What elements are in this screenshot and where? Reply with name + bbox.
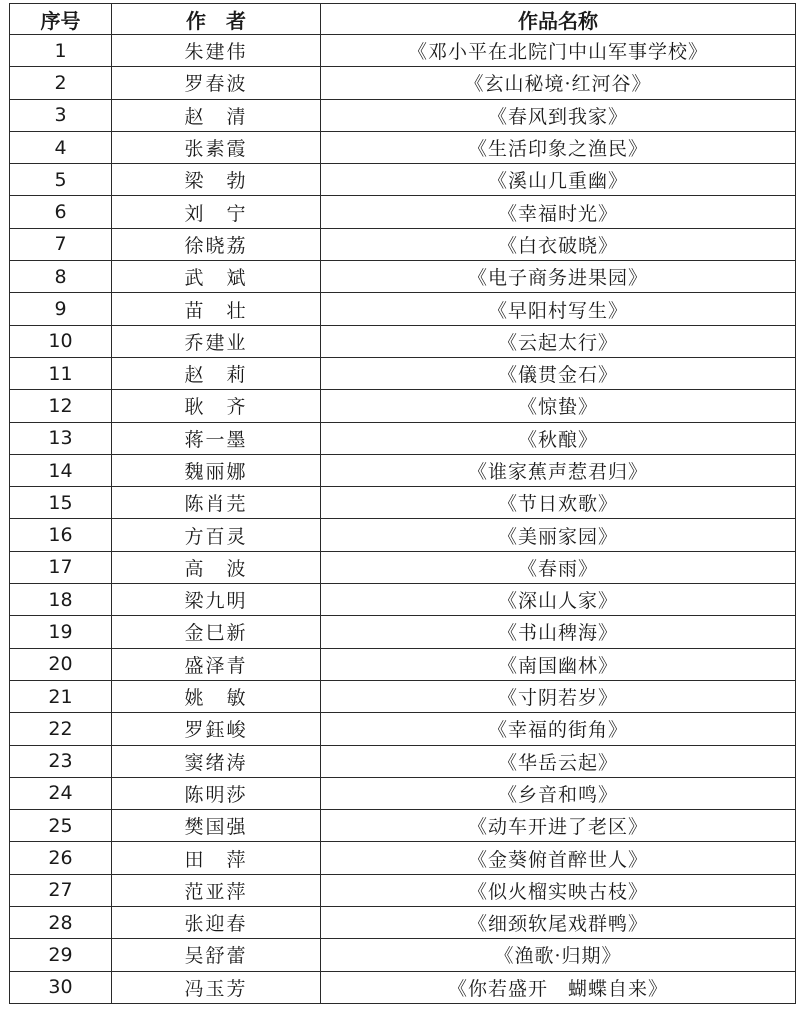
cell-work-title: 《动车开进了老区》 <box>321 810 796 842</box>
cell-serial-number: 1 <box>10 35 112 67</box>
cell-serial-number: 19 <box>10 616 112 648</box>
cell-serial-number: 13 <box>10 422 112 454</box>
cell-author: 乔建业 <box>112 325 321 357</box>
table-row <box>10 616 796 648</box>
cell-work-title: 《春风到我家》 <box>321 99 796 131</box>
cell-work-title: 《南国幽林》 <box>321 648 796 680</box>
cell-work-title: 《渔歌·归期》 <box>321 939 796 971</box>
cell-work-title: 《邓小平在北院门中山军事学校》 <box>321 35 796 67</box>
cell-author: 朱建伟 <box>112 35 321 67</box>
cell-work-title: 《幸福时光》 <box>321 196 796 228</box>
cell-work-title: 《乡音和鸣》 <box>321 777 796 809</box>
cell-work-title: 《早阳村写生》 <box>321 293 796 325</box>
cell-work-title: 《云起太行》 <box>321 325 796 357</box>
cell-author: 蒋一墨 <box>112 422 321 454</box>
cell-serial-number: 16 <box>10 519 112 551</box>
table-row <box>10 971 796 1003</box>
cell-author: 徐晓荔 <box>112 228 321 260</box>
cell-author: 冯玉芳 <box>112 971 321 1003</box>
table-row <box>10 131 796 163</box>
cell-work-title: 《寸阴若岁》 <box>321 680 796 712</box>
table-row <box>10 454 796 486</box>
table-header <box>10 4 796 35</box>
header-row <box>10 4 796 35</box>
cell-serial-number: 22 <box>10 713 112 745</box>
table-row <box>10 874 796 906</box>
cell-serial-number: 4 <box>10 131 112 163</box>
cell-serial-number: 11 <box>10 357 112 389</box>
cell-author: 苗 壮 <box>112 293 321 325</box>
cell-author: 樊国强 <box>112 810 321 842</box>
cell-work-title: 《美丽家园》 <box>321 519 796 551</box>
table-row <box>10 842 796 874</box>
table-row <box>10 164 796 196</box>
cell-serial-number: 21 <box>10 680 112 712</box>
header-work-title: 作品名称 <box>321 4 796 35</box>
cell-author: 吴舒蕾 <box>112 939 321 971</box>
cell-author: 范亚萍 <box>112 874 321 906</box>
table-row <box>10 745 796 777</box>
table-row <box>10 293 796 325</box>
cell-work-title: 《细颈软尾戏群鸭》 <box>321 907 796 939</box>
cell-serial-number: 2 <box>10 67 112 99</box>
table-row <box>10 487 796 519</box>
cell-serial-number: 25 <box>10 810 112 842</box>
header-author: 作 者 <box>112 4 321 35</box>
cell-author: 梁 勃 <box>112 164 321 196</box>
cell-serial-number: 30 <box>10 971 112 1003</box>
cell-work-title: 《春雨》 <box>321 551 796 583</box>
cell-work-title: 《幸福的街角》 <box>321 713 796 745</box>
cell-serial-number: 17 <box>10 551 112 583</box>
table-row <box>10 422 796 454</box>
table-row <box>10 390 796 422</box>
cell-work-title: 《秋酿》 <box>321 422 796 454</box>
cell-work-title: 《书山稗海》 <box>321 616 796 648</box>
cell-work-title: 《深山人家》 <box>321 584 796 616</box>
cell-work-title: 《节日欢歌》 <box>321 487 796 519</box>
cell-author: 赵 清 <box>112 99 321 131</box>
cell-serial-number: 10 <box>10 325 112 357</box>
cell-work-title: 《似火榴实映古枝》 <box>321 874 796 906</box>
cell-work-title: 《玄山秘境·红河谷》 <box>321 67 796 99</box>
table-row <box>10 99 796 131</box>
cell-author: 高 波 <box>112 551 321 583</box>
cell-author: 武 斌 <box>112 261 321 293</box>
cell-serial-number: 29 <box>10 939 112 971</box>
cell-serial-number: 26 <box>10 842 112 874</box>
table-row <box>10 680 796 712</box>
cell-author: 方百灵 <box>112 519 321 551</box>
cell-serial-number: 20 <box>10 648 112 680</box>
cell-author: 陈肖芫 <box>112 487 321 519</box>
cell-work-title: 《华岳云起》 <box>321 745 796 777</box>
table-row <box>10 357 796 389</box>
header-serial-number: 序号 <box>10 4 112 35</box>
cell-work-title: 《金葵俯首醉世人》 <box>321 842 796 874</box>
cell-author: 张迎春 <box>112 907 321 939</box>
cell-work-title: 《生活印象之渔民》 <box>321 131 796 163</box>
cell-work-title: 《电子商务进果园》 <box>321 261 796 293</box>
cell-author: 罗鈺峻 <box>112 713 321 745</box>
cell-serial-number: 6 <box>10 196 112 228</box>
cell-serial-number: 12 <box>10 390 112 422</box>
cell-serial-number: 28 <box>10 907 112 939</box>
table-body <box>10 35 796 1004</box>
cell-work-title: 《溪山几重幽》 <box>321 164 796 196</box>
cell-serial-number: 3 <box>10 99 112 131</box>
cell-serial-number: 9 <box>10 293 112 325</box>
table-row <box>10 35 796 67</box>
cell-serial-number: 8 <box>10 261 112 293</box>
table-row <box>10 907 796 939</box>
table-row <box>10 519 796 551</box>
cell-serial-number: 24 <box>10 777 112 809</box>
cell-author: 耿 齐 <box>112 390 321 422</box>
table-row <box>10 939 796 971</box>
table-row <box>10 325 796 357</box>
cell-serial-number: 5 <box>10 164 112 196</box>
table-row <box>10 713 796 745</box>
cell-author: 魏丽娜 <box>112 454 321 486</box>
table-row <box>10 196 796 228</box>
table-row <box>10 777 796 809</box>
table-row <box>10 810 796 842</box>
table-row <box>10 584 796 616</box>
cell-work-title: 《谁家蕉声惹君归》 <box>321 454 796 486</box>
cell-work-title: 《惊蛰》 <box>321 390 796 422</box>
table-row <box>10 648 796 680</box>
cell-serial-number: 15 <box>10 487 112 519</box>
cell-author: 盛泽青 <box>112 648 321 680</box>
works-table <box>9 3 796 1004</box>
cell-author: 金巳新 <box>112 616 321 648</box>
cell-serial-number: 14 <box>10 454 112 486</box>
cell-author: 赵 莉 <box>112 357 321 389</box>
cell-work-title: 《白衣破晓》 <box>321 228 796 260</box>
cell-author: 田 萍 <box>112 842 321 874</box>
cell-author: 张素霞 <box>112 131 321 163</box>
cell-work-title: 《儀贯金石》 <box>321 357 796 389</box>
cell-author: 刘 宁 <box>112 196 321 228</box>
cell-author: 姚 敏 <box>112 680 321 712</box>
cell-work-title: 《你若盛开 蝴蝶自来》 <box>321 971 796 1003</box>
table-row <box>10 67 796 99</box>
cell-serial-number: 23 <box>10 745 112 777</box>
cell-author: 罗春波 <box>112 67 321 99</box>
cell-author: 窦绪涛 <box>112 745 321 777</box>
cell-serial-number: 7 <box>10 228 112 260</box>
table-row <box>10 261 796 293</box>
cell-author: 陈明莎 <box>112 777 321 809</box>
table-row <box>10 228 796 260</box>
cell-serial-number: 27 <box>10 874 112 906</box>
table-row <box>10 551 796 583</box>
cell-serial-number: 18 <box>10 584 112 616</box>
cell-author: 梁九明 <box>112 584 321 616</box>
